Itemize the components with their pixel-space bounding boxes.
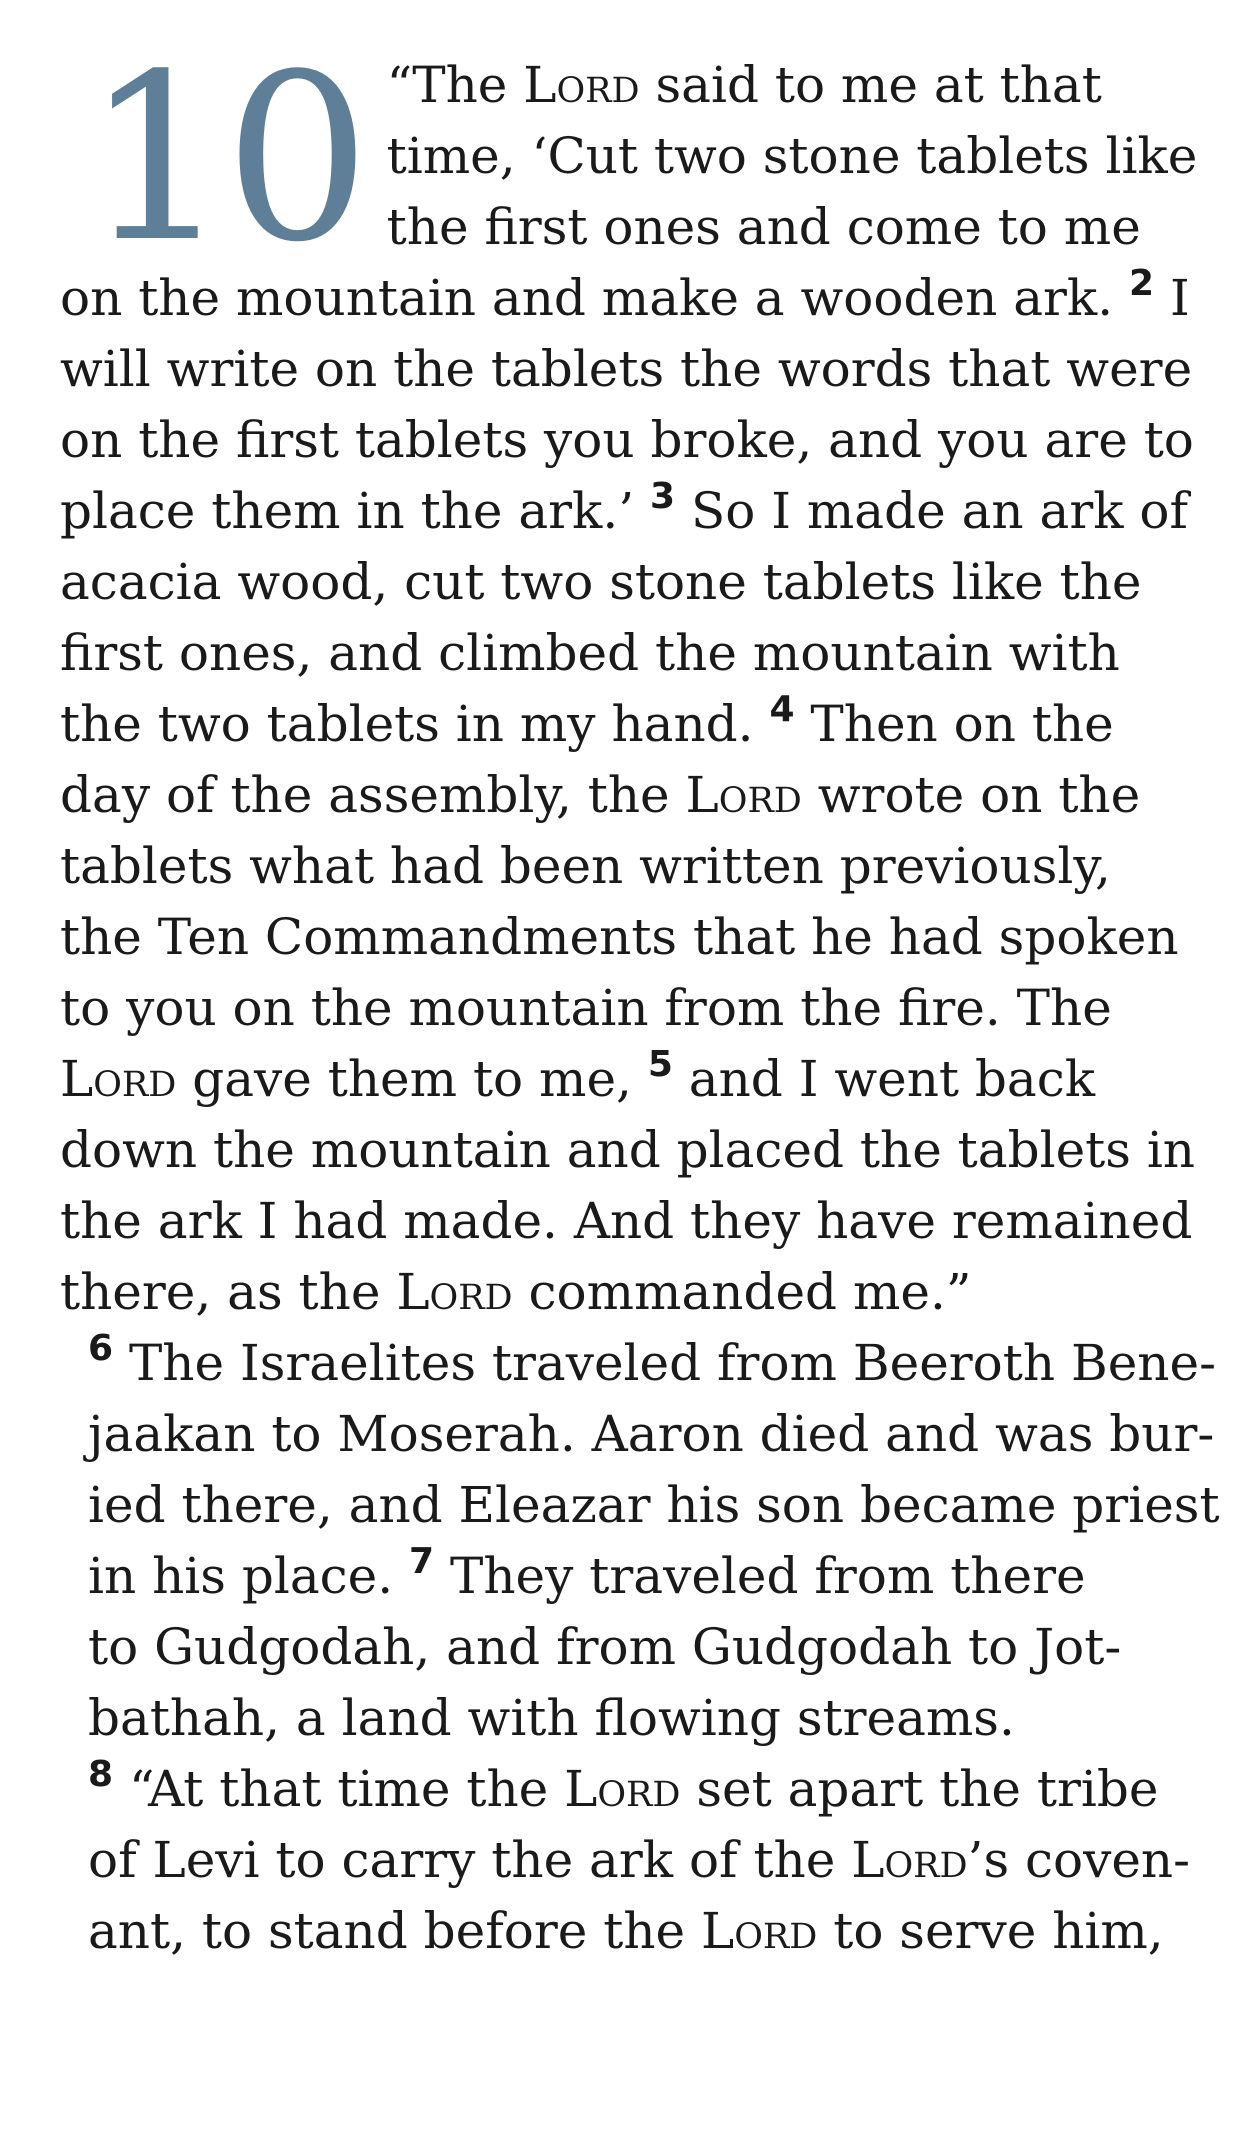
text-segment: to Gudgodah, and from Gudgodah to Jot- [88,1618,1122,1676]
text-segment: to you on the mountain from the fire. The [60,979,1112,1037]
paragraph [60,1754,1190,1967]
text-segment: and I went back [672,1050,1096,1108]
divine-name: Lord [523,56,640,114]
text-segment: the ark I had made. And they have remained [60,1192,1193,1250]
text-segment: in his place. [88,1547,410,1605]
divine-name: Lord [564,1760,681,1818]
scripture-page [60,26,1220,1967]
text-segment: bathah, a land with flowing streams. [88,1689,1015,1747]
text-line [60,1257,1190,1328]
text-line [60,476,1190,547]
divine-name: Lord [685,766,802,824]
text-line [60,334,1193,405]
text-segment: will write on the tablets the words that were [60,340,1193,398]
divine-name: Lord [396,1263,513,1321]
text-segment: place them in the ark.’ [60,482,651,540]
text-line [60,263,1190,334]
text-segment: I [1154,269,1190,327]
divine-name: Lord [851,1831,968,1889]
text-segment: day of the assembly, the [60,766,686,824]
text-line [60,1612,1190,1683]
text-line [60,1186,1193,1257]
text-segment: on the mountain and make a wooden ark. [60,269,1129,327]
chapter-number: 10 [84,26,365,293]
text-line [60,405,1194,476]
text-segment: to serve him, [817,1902,1164,1960]
text-segment: time, ‘Cut two stone tablets like [386,127,1198,185]
text-segment: on the first tablets you broke, and you are to [60,411,1194,469]
scripture-text [60,26,1220,1967]
verse-number: 2 [1129,263,1155,304]
text-segment: gave them to me, [176,1050,648,1108]
verse-number: 7 [409,1541,435,1582]
text-segment: acacia wood, cut two stone tablets like the [60,553,1142,611]
text-segment: ant, to stand before the [88,1902,702,1960]
divine-name: Lord [60,1050,177,1108]
text-segment: ied there, and Eleazar his son became priest [88,1476,1220,1534]
text-line [60,1825,1190,1896]
text-line [60,1115,1196,1186]
text-line [60,1541,1190,1612]
text-segment: So I made an ark of [675,482,1189,540]
text-segment: the Ten Commandments that he had spoken [60,908,1179,966]
text-segment: “The [386,56,524,114]
verse-number: 3 [650,476,676,517]
verse-number: 5 [647,1044,673,1085]
text-line [60,1044,1190,1115]
text-segment: of Levi to carry the ark of the [88,1831,852,1889]
text-segment: Then on the [794,695,1114,753]
text-segment: first ones, and climbed the mountain with [60,624,1120,682]
text-line [60,1399,1215,1470]
text-segment: commanded me.” [512,1263,972,1321]
text-segment: the two tablets in my hand. [60,695,770,753]
text-line [60,1896,1190,1967]
text-line [60,760,1190,831]
text-line [60,1470,1220,1541]
text-line [60,973,1190,1044]
text-line [60,902,1190,973]
divine-name: Lord [701,1902,818,1960]
text-segment: tablets what had been written previously, [60,837,1111,895]
text-line [60,1328,1216,1399]
verse-number: 4 [769,689,795,730]
verse-number: 6 [88,1328,114,1369]
text-segment: down the mountain and placed the tablets in [60,1121,1196,1179]
text-segment: jaakan to Moserah. Aaron died and was bur- [88,1405,1215,1463]
text-segment: ’s coven- [967,1831,1191,1889]
text-segment: The Israelites traveled from Beeroth Bene- [113,1334,1216,1392]
text-segment: said to me at that [639,56,1102,114]
text-segment: “At that time the [113,1760,565,1818]
text-segment: set apart the tribe [680,1760,1159,1818]
text-segment: the first ones and come to me [386,198,1141,256]
text-segment: They traveled from there [434,1547,1086,1605]
text-line [60,547,1190,618]
verse-number: 8 [88,1754,114,1795]
text-segment: there, as the [60,1263,397,1321]
text-line [60,618,1190,689]
text-segment: wrote on the [801,766,1141,824]
text-line [60,1754,1190,1825]
text-line [60,1683,1190,1754]
text-line [60,831,1190,902]
paragraph [60,1328,1220,1754]
text-line [60,689,1190,760]
